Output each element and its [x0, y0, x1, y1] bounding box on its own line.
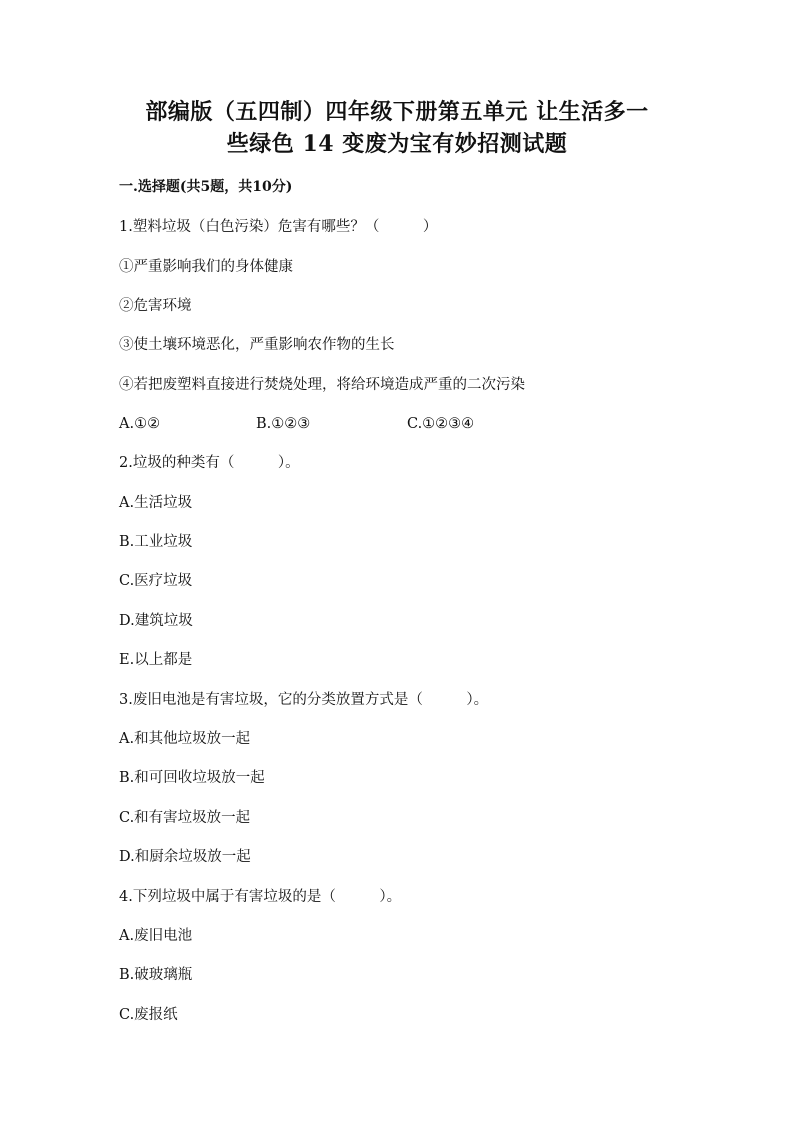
question-2-option-a[interactable]: A.生活垃圾: [119, 495, 193, 511]
question-1-statement-3: ③使土壤环境恶化，严重影响农作物的生长: [119, 337, 395, 353]
question-2-option-b[interactable]: B.工业垃圾: [119, 534, 193, 550]
question-4-stem: 4.下列垃圾中属于有害垃圾的是（ ）。: [119, 889, 402, 905]
page-title-line-2: 些绿色 14 变废为宝有妙招测试题: [226, 131, 568, 157]
section-heading-multiple-choice: 一.选择题(共5题，共10分): [119, 179, 293, 195]
question-2-option-c[interactable]: C.医疗垃圾: [119, 573, 193, 589]
question-3-option-b[interactable]: B.和可回收垃圾放一起: [119, 770, 265, 786]
question-3-option-a[interactable]: A.和其他垃圾放一起: [119, 731, 251, 747]
question-1-option-c[interactable]: C.①②③④: [407, 416, 475, 432]
page-title-line-1: 部编版（五四制）四年级下册第五单元 让生活多一: [145, 99, 649, 125]
question-1-statement-1: ①严重影响我们的身体健康: [119, 259, 293, 275]
question-1-options: [119, 414, 679, 434]
question-2-option-e[interactable]: E.以上都是: [119, 652, 193, 668]
question-2-stem: 2.垃圾的种类有（ ）。: [119, 455, 300, 471]
question-1-stem: 1.塑料垃圾（白色污染）危害有哪些？（ ）: [119, 219, 438, 235]
question-2-option-d[interactable]: D.建筑垃圾: [119, 613, 193, 629]
question-4-option-b[interactable]: B.破玻璃瓶: [119, 967, 193, 983]
question-4-option-c[interactable]: C.废报纸: [119, 1007, 178, 1023]
question-1-option-b[interactable]: B.①②③: [256, 416, 311, 432]
question-3-stem: 3.废旧电池是有害垃圾，它的分类放置方式是（ ）。: [119, 692, 489, 708]
question-4-option-a[interactable]: A.废旧电池: [119, 928, 193, 944]
question-3-option-c[interactable]: C.和有害垃圾放一起: [119, 810, 251, 826]
question-1-option-a[interactable]: A.①②: [119, 416, 161, 432]
question-3-option-d[interactable]: D.和厨余垃圾放一起: [119, 849, 251, 865]
question-1-statement-4: ④若把废塑料直接进行焚烧处理，将给环境造成严重的二次污染: [119, 377, 525, 393]
question-1-statement-2: ②危害环境: [119, 298, 192, 314]
